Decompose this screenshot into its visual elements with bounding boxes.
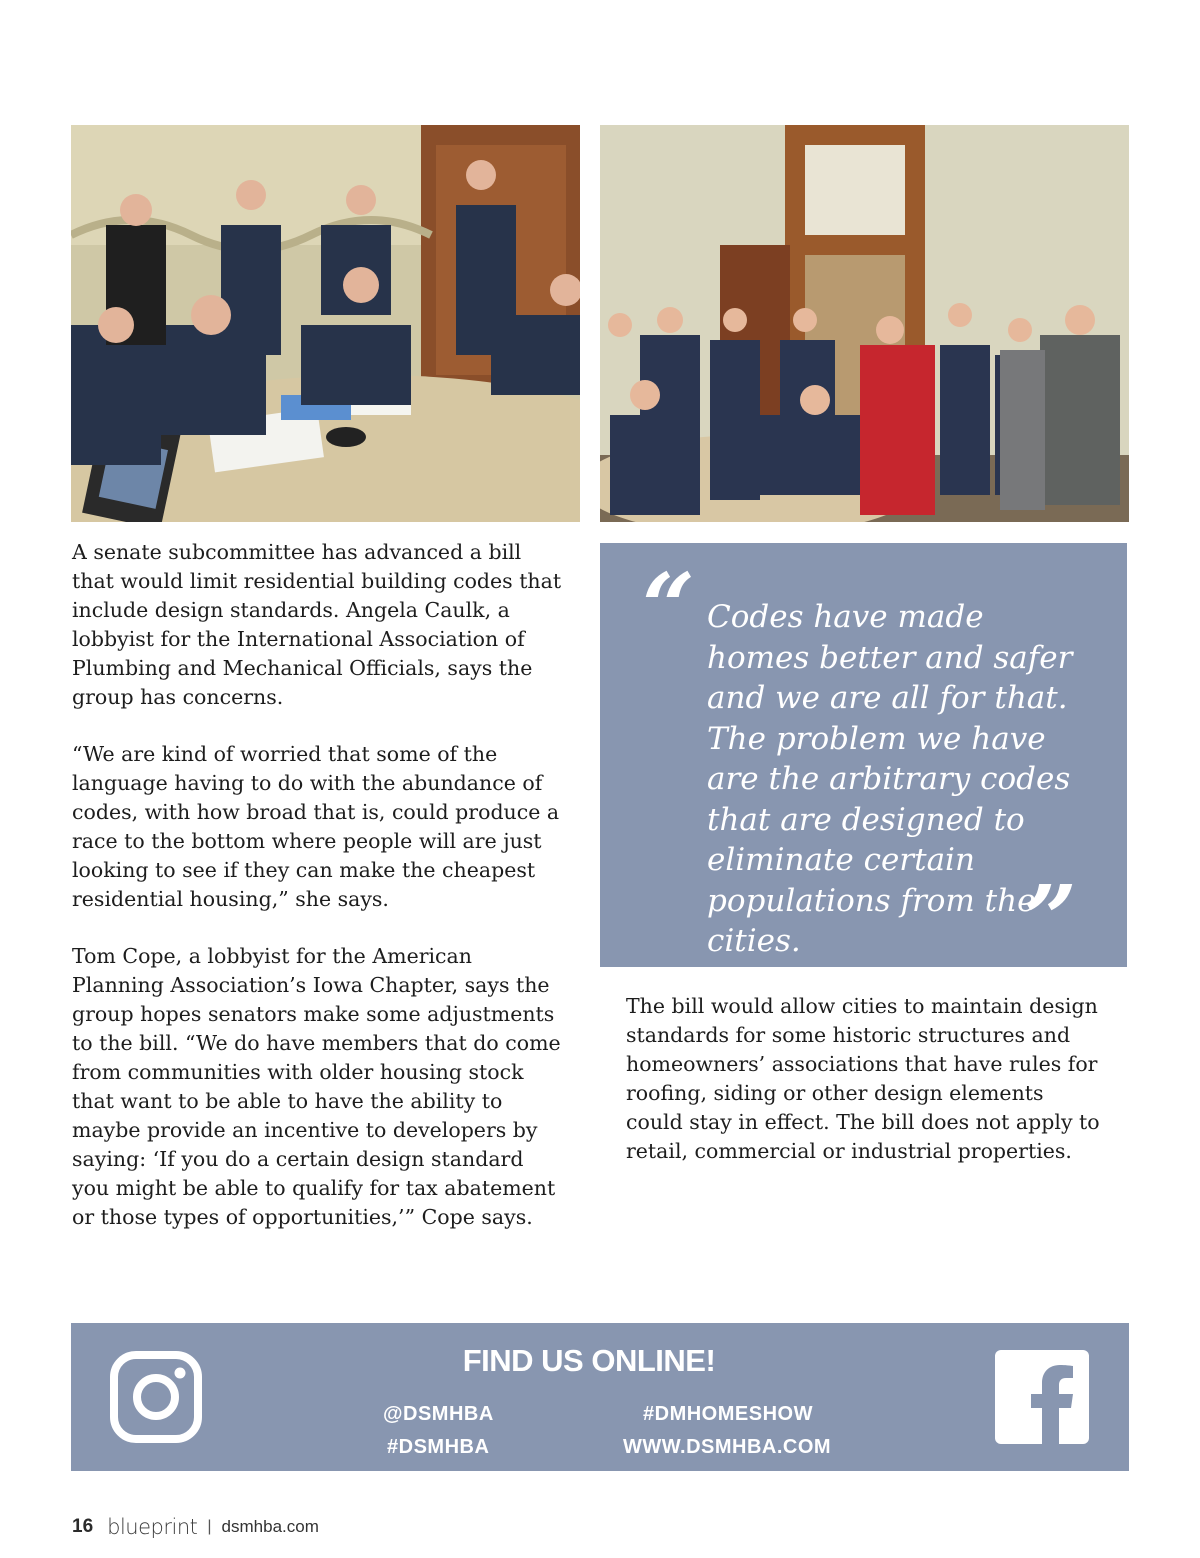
quote-open-mark: “ bbox=[642, 553, 695, 661]
footer-separator: | bbox=[207, 1518, 212, 1535]
photo-icon bbox=[600, 125, 1129, 522]
article-paragraph: Tom Cope, a lobbyist for the American Planning Association’s Iowa Chapter, says the group hopes senators make some adjustments to the bill. “We do have members that do come from communities with older housing stock that want to be able to have the ability to maybe provide an incentive to developers by saying: ‘If you do a certain design standard you might be able to qualify for tax abatement or those types of opportunities,’” Cope says. bbox=[72, 944, 561, 1229]
facebook-icon[interactable] bbox=[995, 1350, 1089, 1444]
article-paragraph: “We are kind of worried that some of the language having to do with the abundance of codes, with how broad that is, could produce a race to the bottom where people will are just looking to see if they can make the cheapest residential housing,” she says. bbox=[72, 742, 560, 911]
page-number: 16 bbox=[72, 1516, 94, 1537]
photo-bill-signing bbox=[600, 125, 1129, 522]
social-banner bbox=[71, 1323, 1129, 1471]
brand-logo: blueprint bbox=[107, 1515, 198, 1539]
footer-website[interactable]: dsmhba.com bbox=[221, 1517, 319, 1536]
page-footer bbox=[72, 1512, 319, 1542]
quote-text: Codes have made homes better and safer and we are all for that. The problem we have are the arbitrary codes that are designed to eliminate certain populations from the cities. bbox=[707, 599, 1073, 959]
article-paragraph: A senate subcommittee has advanced a bill that would limit residential building codes that include design standards. Angela Caulk, a lobbyist for the International Association of Plumbing and Mechanical Officials, says the group has concerns. bbox=[72, 540, 562, 709]
article-left-column bbox=[72, 538, 562, 1260]
social-title: FIND US ONLINE! bbox=[462, 1343, 716, 1378]
handle-homeshow[interactable]: #DMHOMESHOW bbox=[643, 1403, 813, 1425]
handle-hashtag[interactable]: #DSMHBA bbox=[387, 1436, 490, 1458]
website-link[interactable]: WWW.DSMHBA.COM bbox=[623, 1436, 832, 1458]
article-paragraph: The bill would allow cities to maintain design standards for some historic structures and homeowners’ associations that have rules for roofing, siding or other design elements could stay in effect. The bill does not apply to retail, commercial or industrial properties. bbox=[626, 994, 1100, 1163]
handle-instagram[interactable]: @DSMHBA bbox=[383, 1403, 494, 1425]
pull-quote bbox=[600, 543, 1127, 973]
article-right-column bbox=[626, 992, 1104, 1194]
photo-committee-table bbox=[71, 125, 580, 522]
photo-icon bbox=[71, 125, 580, 522]
quote-close-mark: ” bbox=[1024, 865, 1077, 973]
